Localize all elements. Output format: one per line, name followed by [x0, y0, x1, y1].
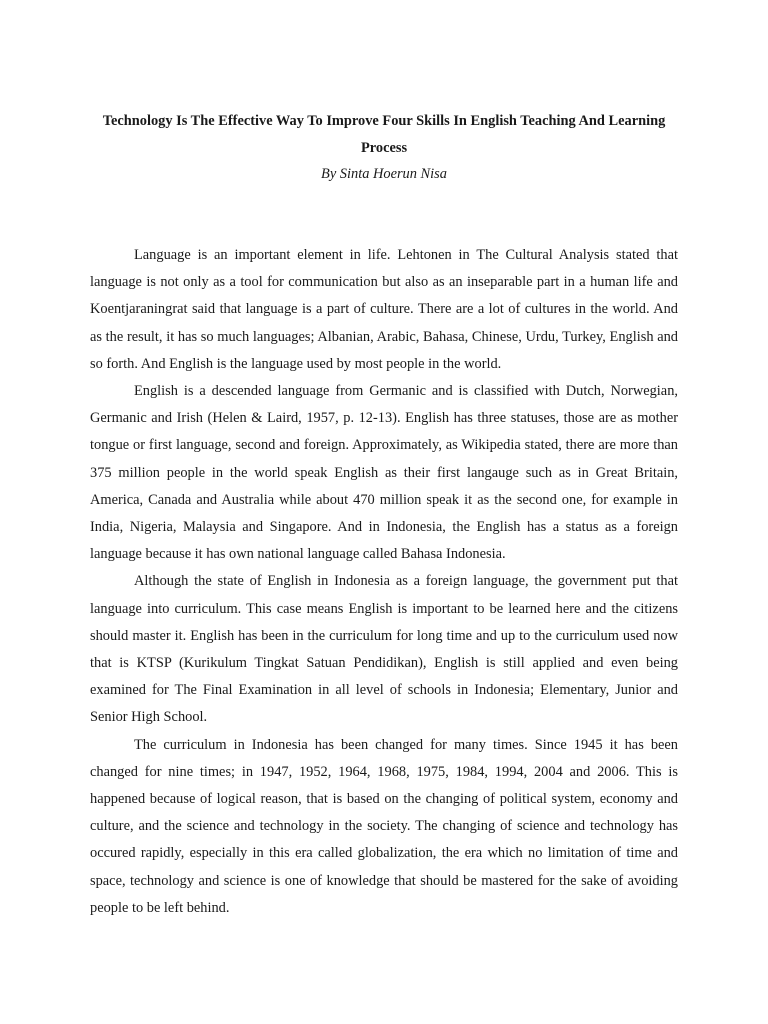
document-body — [90, 242, 678, 922]
paragraph: Language is an important element in life. Lehtonen in The Cultural Analysis stated that language is not only as a tool for communication but also as an inseparable part in a human life and Koentjaraningrat said that language is a part of culture. There are a lot of cultures in the world. And as the result, it has so much languages; Albanian, Arabic, Bahasa, Chinese, Urdu, Turkey, English and so forth. And English is the language used by most people in the world. — [90, 247, 678, 372]
document-title: Technology Is The Effective Way To Improve Four Skills In English Teaching And Learning Process — [102, 113, 666, 156]
paragraph: The curriculum in Indonesia has been changed for many times. Since 1945 it has been changed for nine times; in 1947, 1952, 1964, 1968, 1975, 1984, 1994, 2004 and 2006. This is happened because of logical reason, that is based on the changing of political system, economy and culture, and the science and technology in the society. The changing of science and technology has occured rapidly, especially in this era called globalization, the era which no limitation of time and space, technology and science is one of knowledge that should be mastered for the sake of avoiding people to be left behind. — [90, 736, 678, 916]
paragraph: Although the state of English in Indonesia as a foreign language, the government put that language into curriculum. This case means English is important to be learned here and the citizens should master it. English has been in the curriculum for long time and up to the curriculum used now that is KTSP (Kurikulum Tingkat Satuan Pendidikan), English is still applied and even being examined for The Final Examination in all level of schools in Indonesia; Elementary, Junior and Senior High School. — [90, 573, 678, 726]
author-byline: By Sinta Hoerun Nisa — [321, 166, 447, 182]
paragraph: English is a descended language from Germanic and is classified with Dutch, Norwegian, Germanic and Irish (Helen & Laird, 1957, p. 12-13). English has three statuses, those are as mother tongue or first language, second and foreign. Approximately, as Wikipedia stated, there are more than 375 million people in the world speak English as their first langauge such as in Great Britain, America, Canada and Australia while about 470 million speak it as the second one, for example in India, Nigeria, Malaysia and Singapore. And in Indonesia, the English has a status as a foreign language because it has own national language called Bahasa Indonesia. — [90, 383, 678, 563]
